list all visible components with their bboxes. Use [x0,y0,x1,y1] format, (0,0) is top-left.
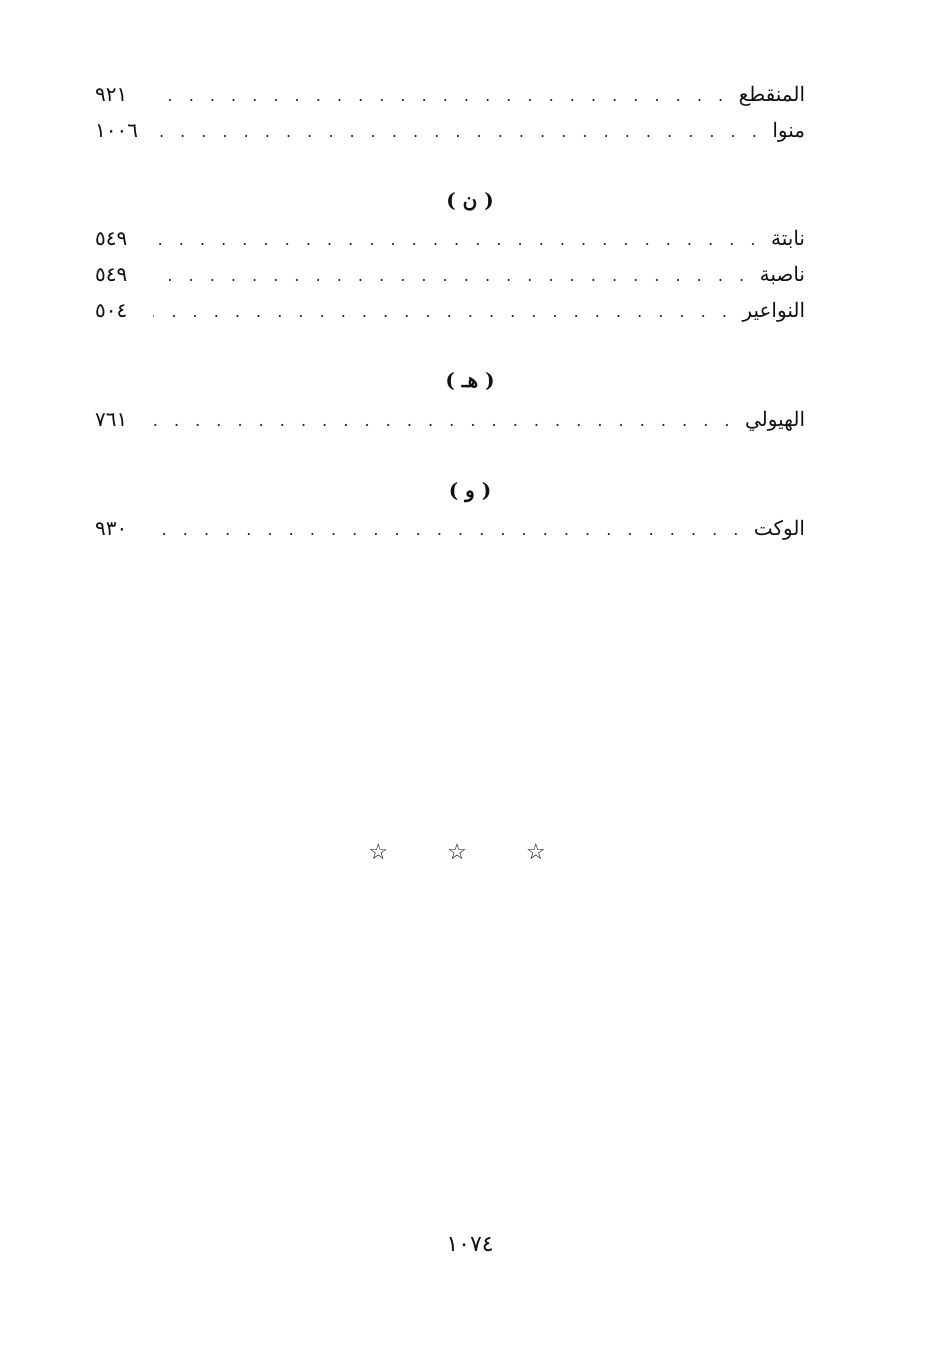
index-entry [95,76,805,112]
entry-term: ناصبة [759,262,805,286]
dot-leader [153,294,732,330]
entry-term: الهيولي [745,407,805,431]
entry-term: النواعير [742,298,805,322]
entry-term: المنقطع [738,82,805,106]
dot-leader [153,114,762,150]
entry-page-number: ٩٣٠ [95,516,128,540]
index-entry [95,292,805,328]
entry-page-number: ٧٦١ [95,407,128,431]
entry-page-number: ٩٢١ [95,82,128,106]
dot-leader [153,222,761,258]
entry-page-number: ٥٤٩ [95,262,128,286]
entry-page-number: ١٠٠٦ [95,118,138,142]
index-group-ha [95,401,805,437]
entry-term: منوا [772,118,805,142]
star-ornament: ☆ ☆ ☆ [368,840,572,865]
dot-leader [153,258,750,294]
entry-page-number: ٥٤٩ [95,226,128,250]
index-group-continuation [95,76,805,148]
index-group-noon [95,220,805,328]
index-entry [95,510,805,546]
index-entry [95,401,805,437]
dot-leader [153,78,729,114]
entry-term: الوكت [753,516,805,540]
index-entry [95,112,805,148]
dot-leader [153,512,744,548]
page-number: ١٠٧٤ [446,1232,494,1257]
index-entry [95,256,805,292]
section-heading-noon: ( ن ) [446,188,494,212]
entry-term: نابتة [771,226,805,250]
dot-leader [153,403,735,439]
entry-page-number: ٥٠٤ [95,298,128,322]
section-heading-ha: ( هـ ) [445,368,495,392]
index-entry [95,220,805,256]
section-heading-waw: ( و ) [448,478,492,502]
index-group-waw [95,510,805,546]
